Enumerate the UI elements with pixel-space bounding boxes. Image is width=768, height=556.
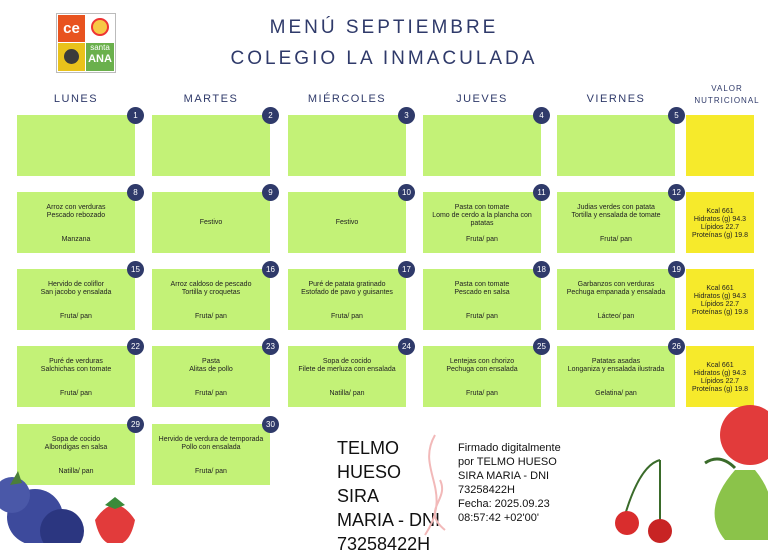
dessert: Fruta/ pan bbox=[195, 390, 227, 397]
signature-mark bbox=[405, 430, 465, 540]
nutrition-line: Proteínas (g) 19.8 bbox=[691, 232, 749, 239]
day-number-badge: 2 bbox=[262, 107, 279, 124]
dish-lines: Pasta con tomate Lomo de cerdo a la plancha con patatas bbox=[432, 204, 532, 227]
day-note: Festivo bbox=[199, 219, 223, 226]
dish-lines: Garbanzos con verduras Pechuga empanada y ensalada bbox=[566, 281, 666, 296]
dish-lines: Arroz caldoso de pescado Tortilla y croquetas bbox=[170, 281, 252, 296]
menu-day-cell bbox=[152, 192, 270, 253]
day-note: Festivo bbox=[335, 219, 359, 226]
dessert: Fruta/ pan bbox=[331, 313, 363, 320]
nutrition-line: Hidratos (g) 94.3 bbox=[693, 370, 747, 377]
day-header: LUNES bbox=[53, 93, 99, 105]
dessert: Fruta/ pan bbox=[466, 390, 498, 397]
nutrition-line: Hidratos (g) 94.3 bbox=[693, 216, 747, 223]
blueberries-illustration bbox=[0, 465, 150, 543]
menu-day-cell bbox=[557, 192, 675, 253]
day-number-badge: 10 bbox=[398, 184, 415, 201]
day-number-badge: 23 bbox=[262, 338, 279, 355]
dish-lines: Puré de verduras Salchichas con tomate bbox=[40, 358, 112, 373]
dish-lines: Hervido de coliflor San jacobo y ensalada bbox=[40, 281, 112, 296]
nutrition-box bbox=[686, 115, 754, 176]
dessert: Fruta/ pan bbox=[195, 468, 227, 475]
day-number-badge: 3 bbox=[398, 107, 415, 124]
nutrition-line: Lípidos 22.7 bbox=[700, 224, 740, 231]
menu-day-cell bbox=[423, 192, 541, 253]
signature-details: Firmado digitalmente por TELMO HUESO SIRA MARIA - DNI 73258422H Fecha: 2025.09.23 08:57:42 +02'00' bbox=[458, 442, 561, 524]
day-number-badge: 24 bbox=[398, 338, 415, 355]
dessert: Fruta/ pan bbox=[60, 313, 92, 320]
dessert: Fruta/ pan bbox=[466, 313, 498, 320]
day-number-badge: 22 bbox=[127, 338, 144, 355]
menu-day-cell bbox=[288, 346, 406, 407]
nutrition-line: Kcal 661 bbox=[706, 208, 734, 215]
menu-day-cell bbox=[557, 115, 675, 176]
menu-day-cell bbox=[423, 115, 541, 176]
day-number-badge: 5 bbox=[668, 107, 685, 124]
menu-day-cell bbox=[423, 269, 541, 330]
nutrition-box bbox=[686, 269, 754, 330]
nutrition-box bbox=[686, 192, 754, 253]
logo-santa-ana: santa ANA bbox=[86, 43, 114, 71]
nutrition-header: VALOR NUTRICIONAL bbox=[694, 84, 760, 105]
day-number-badge: 1 bbox=[127, 107, 144, 124]
nutrition-line: Kcal 661 bbox=[706, 285, 734, 292]
nutrition-line: Proteínas (g) 19.8 bbox=[691, 386, 749, 393]
day-header: MIÉRCOLES bbox=[307, 93, 387, 105]
day-number-badge: 26 bbox=[668, 338, 685, 355]
day-number-badge: 16 bbox=[262, 261, 279, 278]
day-number-badge: 15 bbox=[127, 261, 144, 278]
day-number-badge: 18 bbox=[533, 261, 550, 278]
nutrition-line: Proteínas (g) 19.8 bbox=[691, 309, 749, 316]
day-number-badge: 4 bbox=[533, 107, 550, 124]
day-header: VIERNES bbox=[586, 93, 646, 105]
nutrition-line: Lípidos 22.7 bbox=[700, 378, 740, 385]
dessert: Fruta/ pan bbox=[600, 236, 632, 243]
day-number-badge: 9 bbox=[262, 184, 279, 201]
nutrition-line: Lípidos 22.7 bbox=[700, 301, 740, 308]
day-number-badge: 19 bbox=[668, 261, 685, 278]
fruits-illustration bbox=[695, 395, 768, 543]
logo-ce: ce bbox=[58, 15, 85, 42]
dish-lines: Hervido de verdura de temporada Pollo con ensalada bbox=[158, 436, 264, 451]
day-number-badge: 29 bbox=[127, 416, 144, 433]
menu-title: MENÚ SEPTIEMBRE bbox=[269, 17, 499, 38]
menu-day-cell bbox=[152, 346, 270, 407]
dish-lines: Sopa de cocido Albondigas en salsa bbox=[44, 436, 108, 451]
school-title: COLEGIO LA INMACULADA bbox=[230, 48, 538, 69]
dessert: Natilla/ pan bbox=[329, 390, 365, 397]
nutrition-line: Hidratos (g) 94.3 bbox=[693, 293, 747, 300]
dish-lines: Judias verdes con patata Tortilla y ensalada de tomate bbox=[571, 204, 661, 219]
menu-day-cell bbox=[288, 115, 406, 176]
dessert: Manzana bbox=[61, 236, 91, 243]
cherries-illustration bbox=[605, 455, 685, 543]
menu-day-cell bbox=[152, 115, 270, 176]
menu-day-cell bbox=[17, 192, 135, 253]
day-number-badge: 12 bbox=[668, 184, 685, 201]
menu-day-cell bbox=[17, 269, 135, 330]
menu-day-cell bbox=[288, 192, 406, 253]
day-header: JUEVES bbox=[456, 93, 508, 105]
dish-lines: Lentejas con chorizo Pechuga con ensalada bbox=[446, 358, 518, 373]
dessert: Fruta/ pan bbox=[195, 313, 227, 320]
dessert: Natilla/ pan bbox=[58, 468, 94, 475]
menu-day-cell bbox=[152, 269, 270, 330]
dish-lines: Sopa de cocido Filete de merluza con ensalada bbox=[298, 358, 396, 373]
dish-lines: Patatas asadas Longaniza y ensalada ilustrada bbox=[567, 358, 665, 373]
day-number-badge: 8 bbox=[127, 184, 144, 201]
day-header: MARTES bbox=[183, 93, 239, 105]
signature-name: TELMO HUESO SIRA MARIA - DNI 73258422H bbox=[337, 438, 441, 554]
menu-day-cell bbox=[557, 269, 675, 330]
dish-lines: Puré de patata gratinado Estofado de pavo y guisantes bbox=[301, 281, 393, 296]
dish-lines: Pasta Alitas de pollo bbox=[189, 358, 233, 373]
menu-day-cell bbox=[152, 424, 270, 485]
dessert: Fruta/ pan bbox=[60, 390, 92, 397]
menu-day-cell bbox=[17, 346, 135, 407]
menu-day-cell bbox=[557, 346, 675, 407]
menu-day-cell bbox=[288, 269, 406, 330]
day-number-badge: 17 bbox=[398, 261, 415, 278]
nutrition-line: Kcal 661 bbox=[706, 362, 734, 369]
dessert: Fruta/ pan bbox=[466, 236, 498, 243]
day-number-badge: 30 bbox=[262, 416, 279, 433]
day-number-badge: 11 bbox=[533, 184, 550, 201]
dessert: Gelatina/ pan bbox=[595, 390, 637, 397]
dish-lines: Arroz con verduras Pescado rebozado bbox=[46, 204, 106, 219]
dessert: Lácteo/ pan bbox=[597, 313, 635, 320]
menu-day-cell bbox=[17, 115, 135, 176]
day-number-badge: 25 bbox=[533, 338, 550, 355]
dish-lines: Pasta con tomate Pescado en salsa bbox=[454, 281, 510, 296]
menu-day-cell bbox=[423, 346, 541, 407]
